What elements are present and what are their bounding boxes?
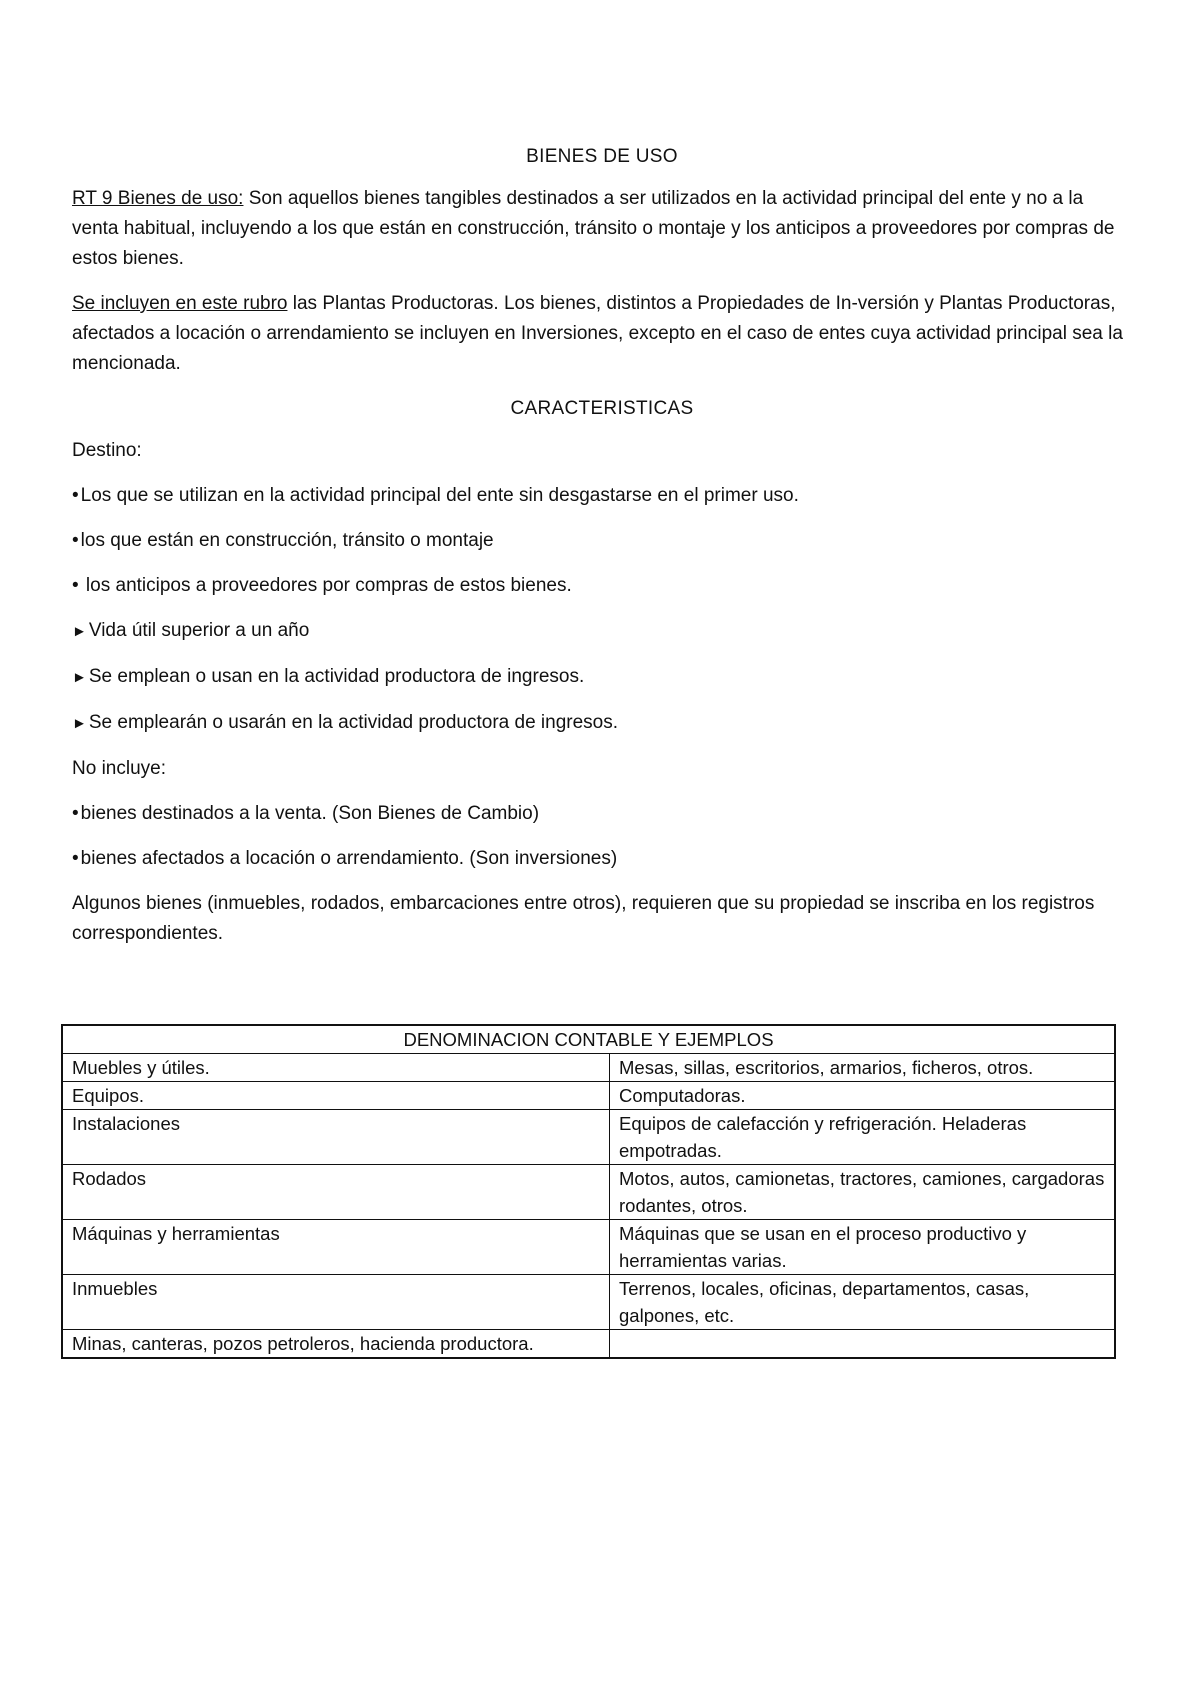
list-item [72,616,1132,647]
bullet-icon: • [72,848,79,869]
bullet-icon: • [72,803,79,824]
list-item [72,844,1132,874]
table-cell-name: Rodados [62,1165,610,1220]
list-item-text: bienes afectados a locación o arrendamiento. (Son inversiones) [80,848,618,869]
list-item [72,481,1132,511]
list-item-text: Los que se utilizan en la actividad principal del ente sin desgastarse en el primer uso. [80,485,799,506]
table-cell-examples: Equipos de calefacción y refrigeración. Heladeras empotradas. [610,1110,1116,1165]
table-cell-name: Máquinas y herramientas [62,1220,610,1275]
bullet-icon: • [72,575,79,596]
table-cell-name: Minas, canteras, pozos petroleros, hacienda productora. [62,1330,610,1359]
table-row [62,1330,1115,1359]
list-item-text: Se emplean o usan en la actividad productora de ingresos. [88,666,585,687]
list-item-text: Se emplearán o usarán en la actividad productora de ingresos. [88,712,619,733]
list-item [72,662,1132,693]
arrow-bullet-icon: ► [72,623,87,640]
table-cell-name: Instalaciones [62,1110,610,1165]
list-item-text: los que están en construcción, tránsito o montaje [80,530,494,551]
table-header-row [62,1025,1115,1054]
table-cell-examples: Terrenos, locales, oficinas, departamentos, casas, galpones, etc. [610,1275,1116,1330]
definition-text: Son aquellos bienes tangibles destinados a ser utilizados en la actividad principal del ente y no a la venta habitual, incluyendo a los que están en construcción, tránsito o montaje y los anticipos a proveedores por compras de estos bienes. [72,188,1115,269]
table-header: DENOMINACION CONTABLE Y EJEMPLOS [62,1025,1115,1054]
arrow-bullet-icon: ► [72,715,87,732]
list-item [72,526,1132,556]
document-body [72,142,1132,964]
list-item-text: bienes destinados a la venta. (Son Bienes de Cambio) [80,803,540,824]
table-cell-name: Inmuebles [62,1275,610,1330]
table-cell-examples [610,1330,1116,1359]
includes-text: las Plantas Productoras. Los bienes, distintos a Propiedades de In-versión y Plantas Productoras, afectados a locación o arrendamiento se incluyen en Inversiones, excepto en el caso de entes cuya actividad principal sea la mencionada. [72,293,1123,374]
table-row [62,1110,1115,1165]
list-item [72,571,1132,601]
table-row [62,1054,1115,1082]
document-title: BIENES DE USO [526,146,678,167]
no-incluye-label: No incluye: [72,758,166,779]
table-cell-examples: Máquinas que se usan en el proceso productivo y herramientas varias. [610,1220,1116,1275]
table-cell-name: Muebles y útiles. [62,1054,610,1082]
table-cell-examples: Mesas, sillas, escritorios, armarios, ficheros, otros. [610,1054,1116,1082]
includes-lead: Se incluyen en este rubro [72,293,288,314]
table-row [62,1275,1115,1330]
list-item-text: los anticipos a proveedores por compras de estos bienes. [80,575,572,596]
characteristics-heading: CARACTERISTICAS [510,398,694,419]
definition-paragraph [72,184,1132,274]
table-cell-examples: Motos, autos, camionetas, tractores, camiones, cargadoras rodantes, otros. [610,1165,1116,1220]
table-row [62,1082,1115,1110]
table-row [62,1220,1115,1275]
destino-label: Destino: [72,440,142,461]
table-cell-name: Equipos. [62,1082,610,1110]
table-cell-examples: Computadoras. [610,1082,1116,1110]
table-row [62,1165,1115,1220]
definition-lead: RT 9 Bienes de uso: [72,188,244,209]
list-item-text: Vida útil superior a un año [88,620,310,641]
list-item [72,708,1132,739]
denomination-table [61,1024,1116,1359]
list-item [72,799,1132,829]
bullet-icon: • [72,530,79,551]
registro-note: Algunos bienes (inmuebles, rodados, embarcaciones entre otros), requieren que su propiedad se inscriba en los registros correspondientes. [72,893,1095,944]
bullet-icon: • [72,485,79,506]
arrow-bullet-icon: ► [72,669,87,686]
includes-paragraph [72,289,1132,379]
